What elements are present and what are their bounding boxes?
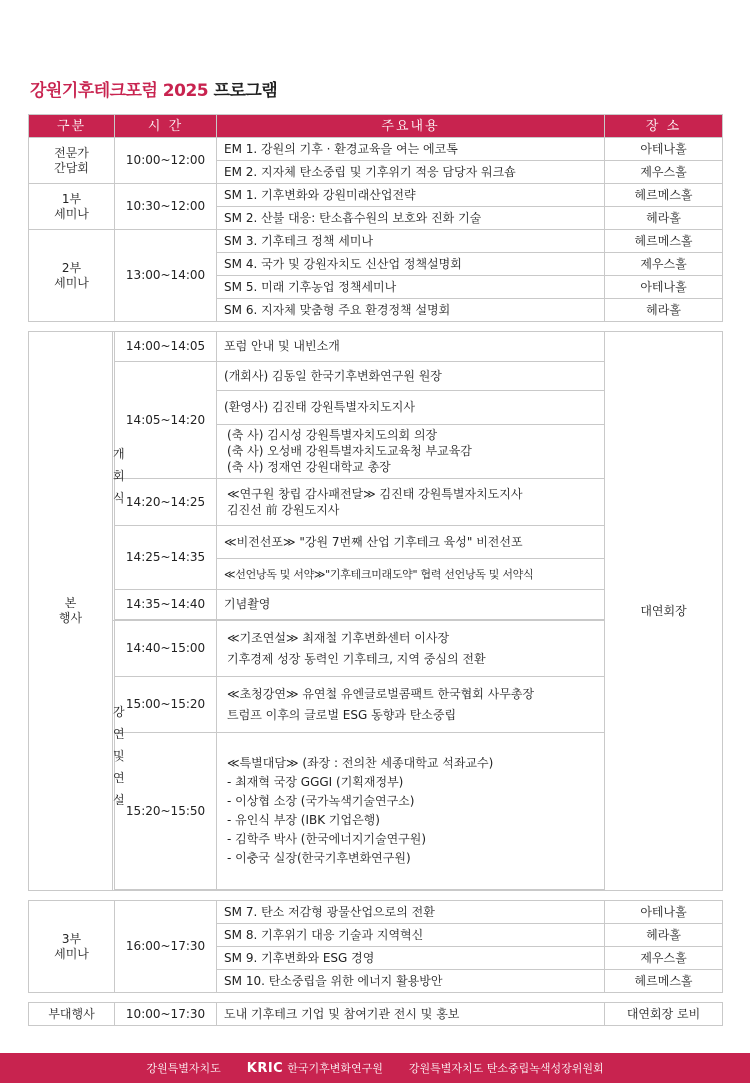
t5-time: 14:35~14:40 <box>115 590 217 620</box>
sm8-place: 헤라홀 <box>605 924 723 947</box>
em2-content: EM 2. 지자체 탄소중립 및 기후위기 적응 담당자 워크숍 <box>217 161 605 184</box>
t4-vision: ≪비전선포≫ "강원 7번째 산업 기후테크 육성" 비전선포 <box>217 526 605 559</box>
sm1-label: 1부 세미나 <box>29 184 115 230</box>
sm3-time: 16:00~17:30 <box>115 901 217 993</box>
sm10-place: 헤르메스홀 <box>605 970 723 993</box>
separator <box>29 891 723 901</box>
t8-time: 15:20~15:50 <box>115 733 217 890</box>
lecture-label: 강연 및 연설 <box>113 621 115 891</box>
t5-content: 기념촬영 <box>217 590 605 620</box>
sm7-place: 아테나홀 <box>605 901 723 924</box>
em1-content: EM 1. 강원의 기후 · 환경교육을 여는 에코톡 <box>217 138 605 161</box>
sm5-place: 아테나홀 <box>605 276 723 299</box>
congrats-1: (축 사) 김시성 강원특별자치도의회 의장 <box>227 428 438 442</box>
t6-content <box>217 621 605 677</box>
header-content: 주요내용 <box>217 115 605 138</box>
t1-content: 포럼 안내 및 내빈소개 <box>217 332 605 362</box>
sm7-content: SM 7. 탄소 저감형 광물산업으로의 전환 <box>217 901 605 924</box>
em-label: 전문가 간담회 <box>29 138 115 184</box>
t2-time: 14:05~14:20 <box>115 362 217 479</box>
sm9-content: SM 9. 기후변화와 ESG 경영 <box>217 947 605 970</box>
sm10-content: SM 10. 탄소중립을 위한 에너지 활용방안 <box>217 970 605 993</box>
sm2-label: 2부 세미나 <box>29 230 115 322</box>
kric-mark: KRIC <box>246 1060 284 1076</box>
sm1-place: 헤르메스홀 <box>605 184 723 207</box>
footer-kric-logo <box>247 1060 383 1076</box>
t8-line3: - 이상협 소장 (국가녹색기술연구소) <box>227 794 415 808</box>
page-title <box>30 76 277 101</box>
sm2-place: 헤라홀 <box>605 207 723 230</box>
t3-content <box>217 479 605 526</box>
t8-line1: ≪특별대담≫ (좌장 : 전의찬 세종대학교 석좌교수) <box>227 756 494 770</box>
main-place: 대연회장 <box>605 332 723 891</box>
footer-org-gangwon: 강원특별자치도 <box>146 1062 221 1075</box>
sm2-time: 13:00~14:00 <box>115 230 217 322</box>
side-label: 부대행사 <box>29 1003 115 1026</box>
kric-name: 한국기후변화연구원 <box>287 1062 383 1075</box>
t8-line5: - 김학주 박사 (한국에너지기술연구원) <box>227 832 427 846</box>
footer-bar <box>0 1053 750 1083</box>
t3-line1: ≪연구원 창립 감사패전달≫ 김진태 강원특별자치도지사 <box>227 486 523 501</box>
t6-line2: 기후경제 성장 동력인 기후테크, 지역 중심의 전환 <box>227 651 486 666</box>
sm5-content: SM 5. 미래 기후농업 정책세미나 <box>217 276 605 299</box>
opening-label: 개 회 식 <box>113 332 115 621</box>
congrats-2: (축 사) 오성배 강원특별자치도교육청 부교육감 <box>227 444 472 458</box>
t2-welcome: (환영사) 김진태 강원특별자치도지사 <box>217 391 605 425</box>
sm3-content: SM 3. 기후테크 정책 세미나 <box>217 230 605 253</box>
sm4-place: 제우스홀 <box>605 253 723 276</box>
header-place: 장 소 <box>605 115 723 138</box>
title-program: 프로그램 <box>213 81 278 101</box>
sm6-content: SM 6. 지자체 맞춤형 주요 환경정책 설명회 <box>217 299 605 322</box>
t7-content <box>217 677 605 733</box>
t8-content <box>217 733 605 890</box>
sm2-content: SM 2. 산불 대응: 탄소흡수원의 보호와 진화 기술 <box>217 207 605 230</box>
main-label: 본 행사 <box>29 332 113 891</box>
t7-time: 15:00~15:20 <box>115 677 217 733</box>
t8-line4: - 유인식 부장 (IBK 기업은행) <box>227 813 380 827</box>
t2-congrats <box>217 425 605 479</box>
sm6-place: 헤라홀 <box>605 299 723 322</box>
sm4-content: SM 4. 국가 및 강원자치도 신산업 정책설명회 <box>217 253 605 276</box>
t4-time: 14:25~14:35 <box>115 526 217 590</box>
program-table <box>28 114 723 1026</box>
congrats-3: (축 사) 정재연 강원대학교 총장 <box>227 460 391 474</box>
t2-opening: (개회사) 김동일 한국기후변화연구원 원장 <box>217 362 605 391</box>
t8-line6: - 이충국 실장(한국기후변화연구원) <box>227 851 411 865</box>
side-time: 10:00~17:30 <box>115 1003 217 1026</box>
t3-time: 14:20~14:25 <box>115 479 217 526</box>
t4-declaration: ≪선언낭독 및 서약≫"기후테크미래도약" 협력 선언낭독 및 서약식 <box>217 559 605 590</box>
header-time: 시 간 <box>115 115 217 138</box>
side-place: 대연회장 로비 <box>605 1003 723 1026</box>
t1-time: 14:00~14:05 <box>115 332 217 362</box>
sm9-place: 제우스홀 <box>605 947 723 970</box>
sm1-content: SM 1. 기후변화와 강원미래산업전략 <box>217 184 605 207</box>
em1-place: 아테나홀 <box>605 138 723 161</box>
t6-time: 14:40~15:00 <box>115 621 217 677</box>
table-header <box>29 115 723 138</box>
separator <box>29 993 723 1003</box>
t7-line1: ≪초청강연≫ 유연철 유엔글로벌콤팩트 한국협회 사무총장 <box>227 686 535 701</box>
em-time: 10:00~12:00 <box>115 138 217 184</box>
sm8-content: SM 8. 기후위기 대응 기술과 지역혁신 <box>217 924 605 947</box>
t3-line2: 김진선 前 강원도지사 <box>227 502 340 517</box>
header-category: 구분 <box>29 115 115 138</box>
sm3-place: 헤르메스홀 <box>605 230 723 253</box>
t6-line1: ≪기조연설≫ 최재철 기후변화센터 이사장 <box>227 630 450 645</box>
sm1-time: 10:30~12:00 <box>115 184 217 230</box>
separator <box>29 322 723 332</box>
footer-org-committee: 강원특별자치도 탄소중립녹색성장위원회 <box>408 1062 604 1075</box>
em2-place: 제우스홀 <box>605 161 723 184</box>
sm3-label: 3부 세미나 <box>29 901 115 993</box>
side-content: 도내 기후테크 기업 및 참여기관 전시 및 홍보 <box>217 1003 605 1026</box>
t8-line2: - 최재혁 국장 GGGI (기획재정부) <box>227 775 404 789</box>
t7-line2: 트럼프 이후의 글로벌 ESG 동향과 탄소중립 <box>227 707 457 722</box>
title-forum: 강원기후테크포럼 2025 <box>30 81 209 101</box>
